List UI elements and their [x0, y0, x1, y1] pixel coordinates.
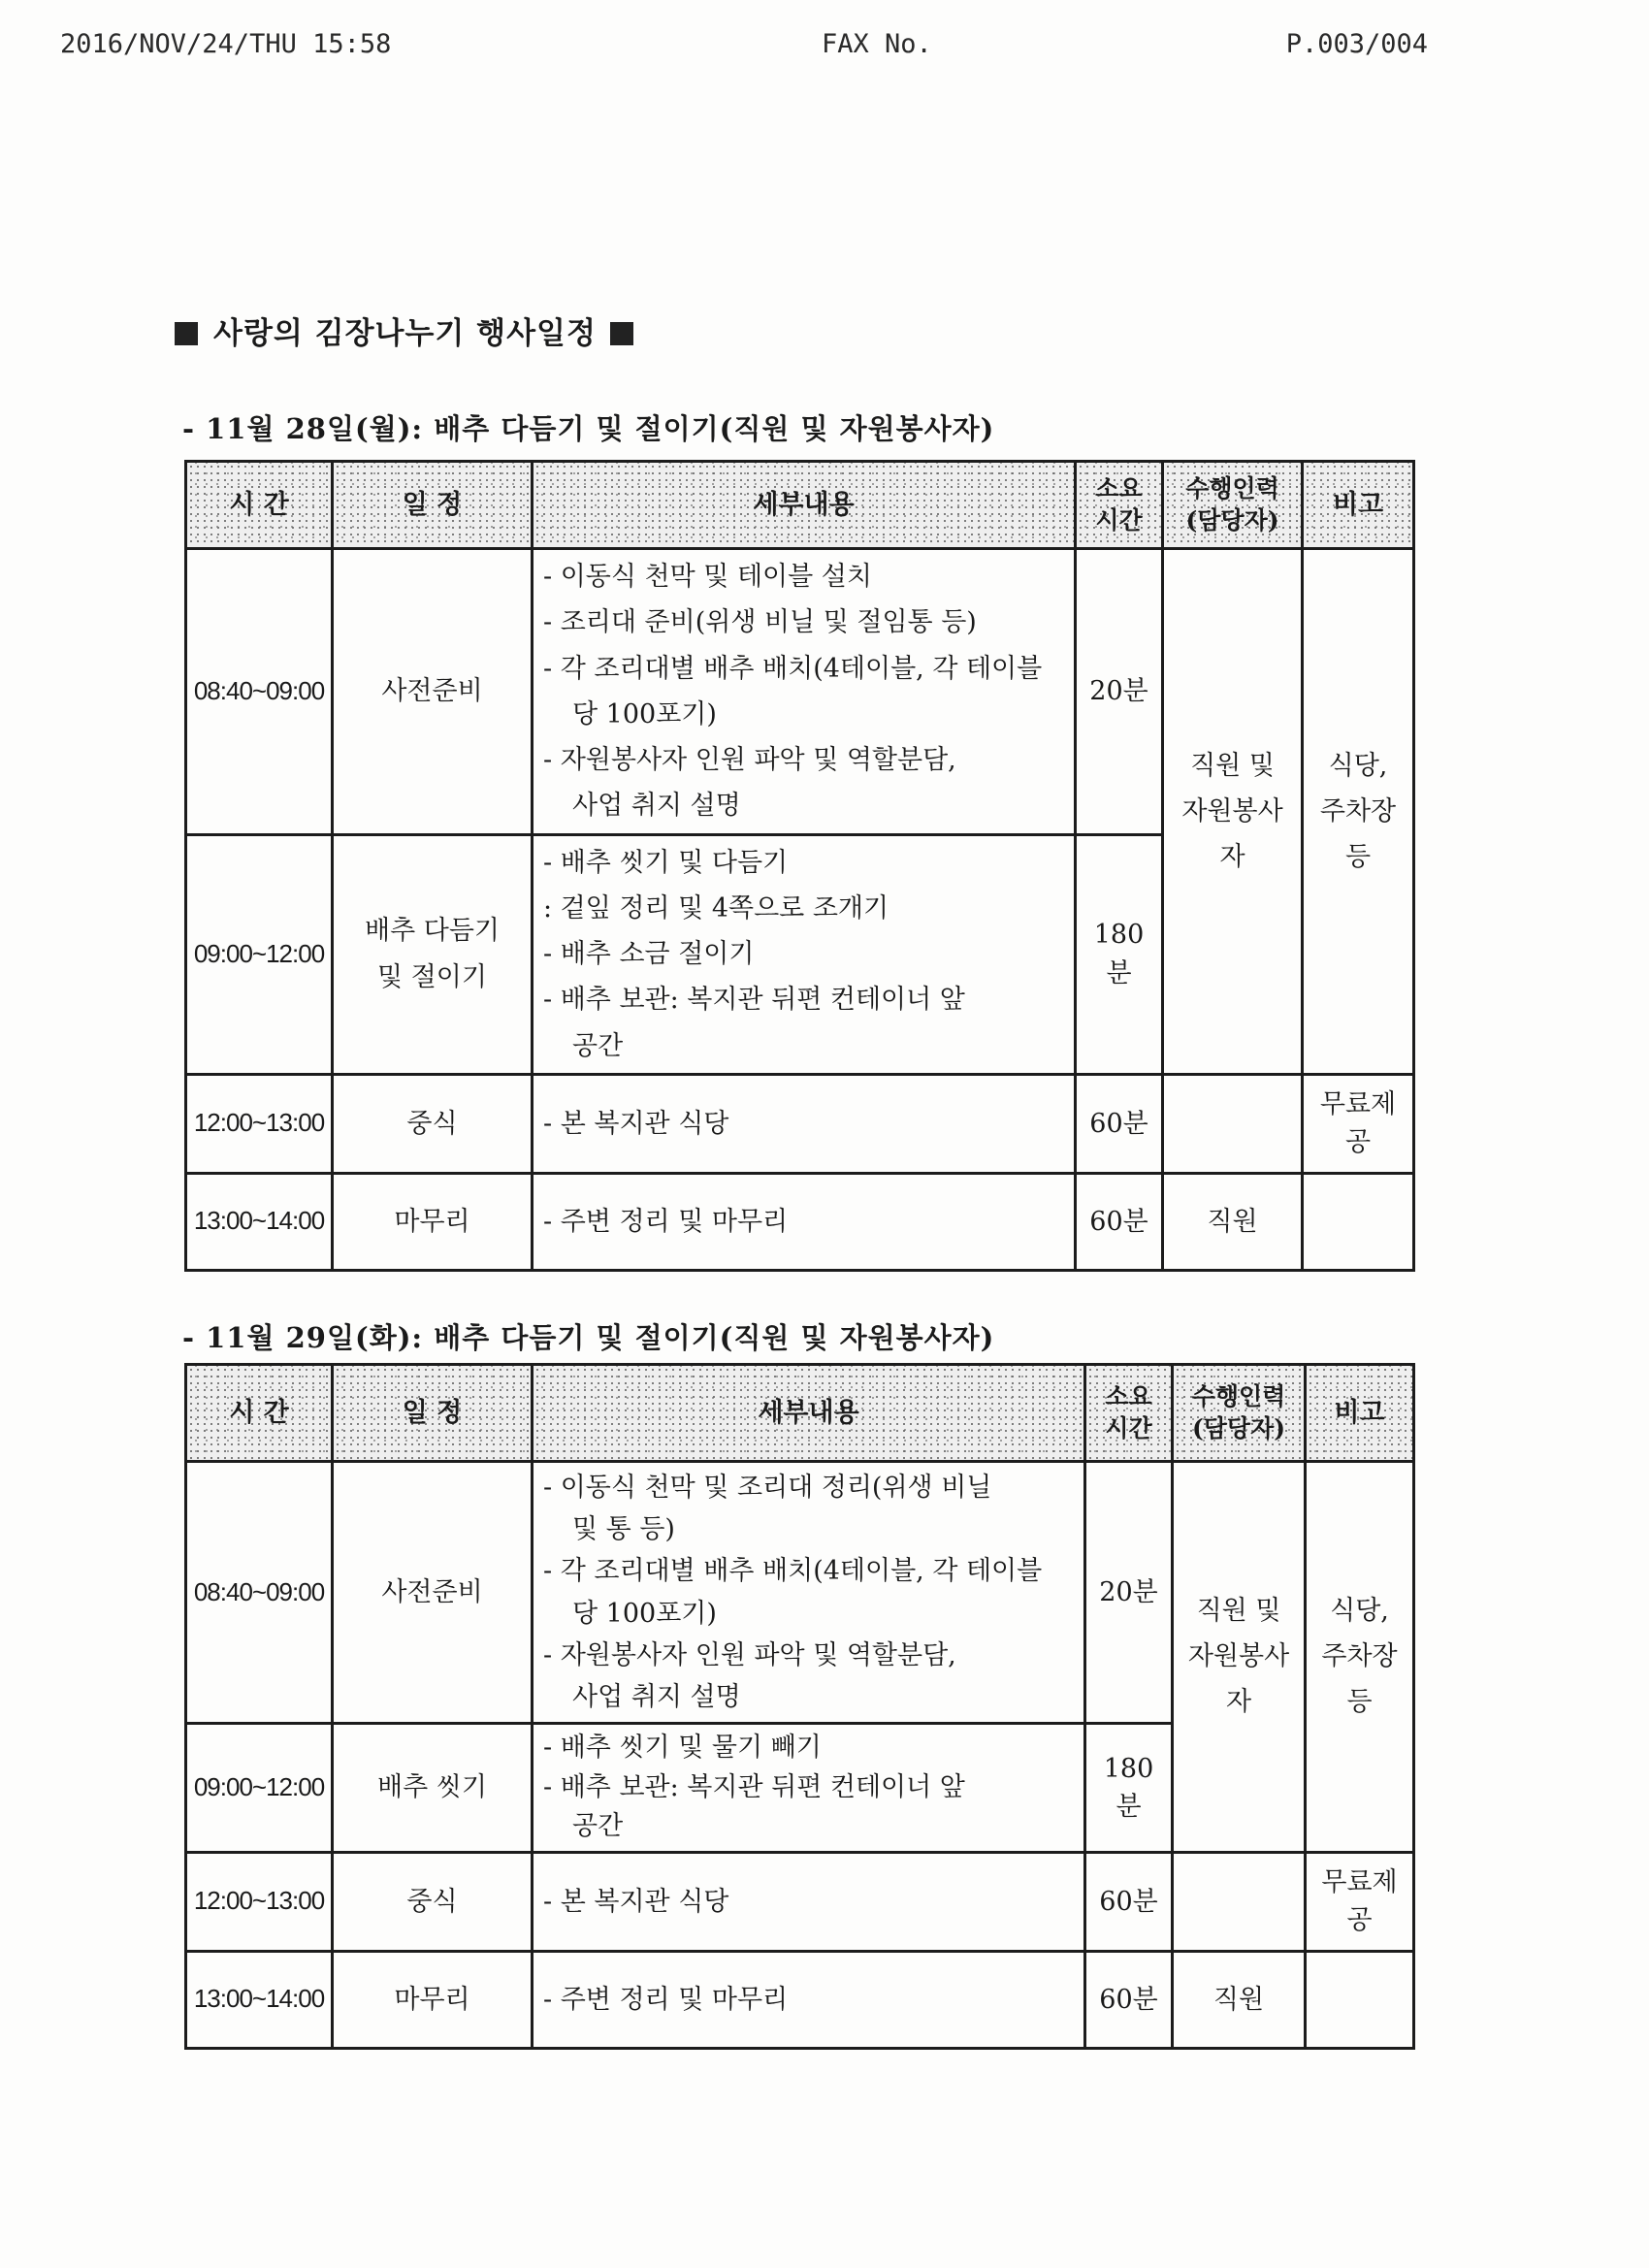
day1-schedule-table: [184, 460, 1415, 1272]
row-time: 13:00~14:00: [186, 1173, 333, 1270]
row-staff: 직원: [1173, 1951, 1306, 2048]
table-row: [186, 1173, 1414, 1270]
row-details: - 이동식 천막 및 테이블 설치 - 조리대 준비(위생 비닐 및 절임통 등) - 각 조리대별 배추 배치(4테이블, 각 테이블 당 100포기) - 자원봉사자 인원 파악 및 역할분담, 사업 취지 설명: [533, 549, 1076, 835]
day1-heading: - 11월 28일(월): 배추 다듬기 및 절이기(직원 및 자원봉사자): [182, 412, 995, 445]
col-header-duration: 소요 시간: [1076, 462, 1163, 549]
col-header-time: 시 간: [186, 462, 333, 549]
col-header-schedule: 일 정: [333, 1365, 533, 1462]
col-header-duration: 소요 시간: [1085, 1365, 1173, 1462]
row-staff: [1163, 1074, 1303, 1173]
col-header-details: 세부내용: [533, 1365, 1085, 1462]
row-details: - 주변 정리 및 마무리: [533, 1173, 1076, 1270]
col-header-staff: 수행인력 (담당자): [1173, 1365, 1306, 1462]
row-details: - 이동식 천막 및 조리대 정리(위생 비닐 및 통 등) - 각 조리대별 배추 배치(4테이블, 각 테이블 당 100포기) - 자원봉사자 인원 파악 및 역할분담, 사업 취지 설명: [533, 1462, 1085, 1724]
day2-heading: - 11월 29일(화): 배추 다듬기 및 절이기(직원 및 자원봉사자): [182, 1321, 995, 1354]
col-header-time: 시 간: [186, 1365, 333, 1462]
row-duration: 180분: [1076, 834, 1163, 1074]
table-row: [186, 549, 1414, 835]
col-header-note: 비고: [1303, 462, 1414, 549]
row-details: - 본 복지관 식당: [533, 1852, 1085, 1951]
row-time: 12:00~13:00: [186, 1074, 333, 1173]
col-header-schedule: 일 정: [333, 462, 533, 549]
title-text: 사랑의 김장나누기 행사일정: [213, 316, 597, 351]
row-schedule: 사전준비: [333, 549, 533, 835]
fax-header: [60, 29, 1428, 72]
row-time: 08:40~09:00: [186, 549, 333, 835]
row-staff-merged: 직원 및 자원봉사 자: [1173, 1462, 1306, 1853]
row-staff-merged: 직원 및 자원봉사 자: [1163, 549, 1303, 1075]
row-schedule: 사전준비: [333, 1462, 533, 1724]
fax-page-number: P.003/004: [1285, 29, 1428, 59]
row-duration: 60분: [1076, 1074, 1163, 1173]
row-time: 12:00~13:00: [186, 1852, 333, 1951]
col-header-details: 세부내용: [533, 462, 1076, 549]
row-details: - 배추 씻기 및 물기 빼기 - 배추 보관: 복지관 뒤편 컨테이너 앞 공간: [533, 1724, 1085, 1853]
row-time: 09:00~12:00: [186, 1724, 333, 1853]
row-note: [1306, 1951, 1414, 2048]
row-schedule: 마무리: [333, 1951, 533, 2048]
row-duration: 60분: [1085, 1852, 1173, 1951]
col-header-staff: 수행인력 (담당자): [1163, 462, 1303, 549]
row-note: [1303, 1173, 1414, 1270]
row-details: - 배추 씻기 및 다듬기 : 겉잎 정리 및 4쪽으로 조개기 - 배추 소금 절이기 - 배추 보관: 복지관 뒤편 컨테이너 앞 공간: [533, 834, 1076, 1074]
row-schedule: 마무리: [333, 1173, 533, 1270]
col-header-note: 비고: [1306, 1365, 1414, 1462]
row-note-merged: 식당, 주차장 등: [1303, 549, 1414, 1075]
fax-date: 2016/NOV/24/THU 15:58: [60, 29, 392, 59]
table-row: [186, 1074, 1414, 1173]
row-schedule: 배추 씻기: [333, 1724, 533, 1853]
row-duration: 60분: [1076, 1173, 1163, 1270]
document-title: [175, 308, 633, 352]
row-schedule: 중식: [333, 1074, 533, 1173]
row-note-merged: 식당, 주차장 등: [1306, 1462, 1414, 1853]
fax-number-label: FAX No.: [822, 29, 932, 59]
table-row: [186, 1951, 1414, 2048]
black-square-icon: [610, 322, 633, 345]
row-details: - 본 복지관 식당: [533, 1074, 1076, 1173]
row-duration: 20분: [1076, 549, 1163, 835]
row-duration: 20분: [1085, 1462, 1173, 1724]
row-details: - 주변 정리 및 마무리: [533, 1951, 1085, 2048]
table-header-row: [186, 462, 1414, 549]
row-note: 무료제공: [1306, 1852, 1414, 1951]
day2-schedule-table: [184, 1363, 1415, 2050]
row-duration: 180분: [1085, 1724, 1173, 1853]
row-schedule: 배추 다듬기 및 절이기: [333, 834, 533, 1074]
row-time: 08:40~09:00: [186, 1462, 333, 1724]
table-header-row: [186, 1365, 1414, 1462]
row-staff: 직원: [1163, 1173, 1303, 1270]
table-row: [186, 1462, 1414, 1724]
row-time: 09:00~12:00: [186, 834, 333, 1074]
row-schedule: 중식: [333, 1852, 533, 1951]
table-row: [186, 1852, 1414, 1951]
black-square-icon: [175, 322, 198, 345]
row-time: 13:00~14:00: [186, 1951, 333, 2048]
row-staff: [1173, 1852, 1306, 1951]
row-note: 무료제공: [1303, 1074, 1414, 1173]
row-duration: 60분: [1085, 1951, 1173, 2048]
